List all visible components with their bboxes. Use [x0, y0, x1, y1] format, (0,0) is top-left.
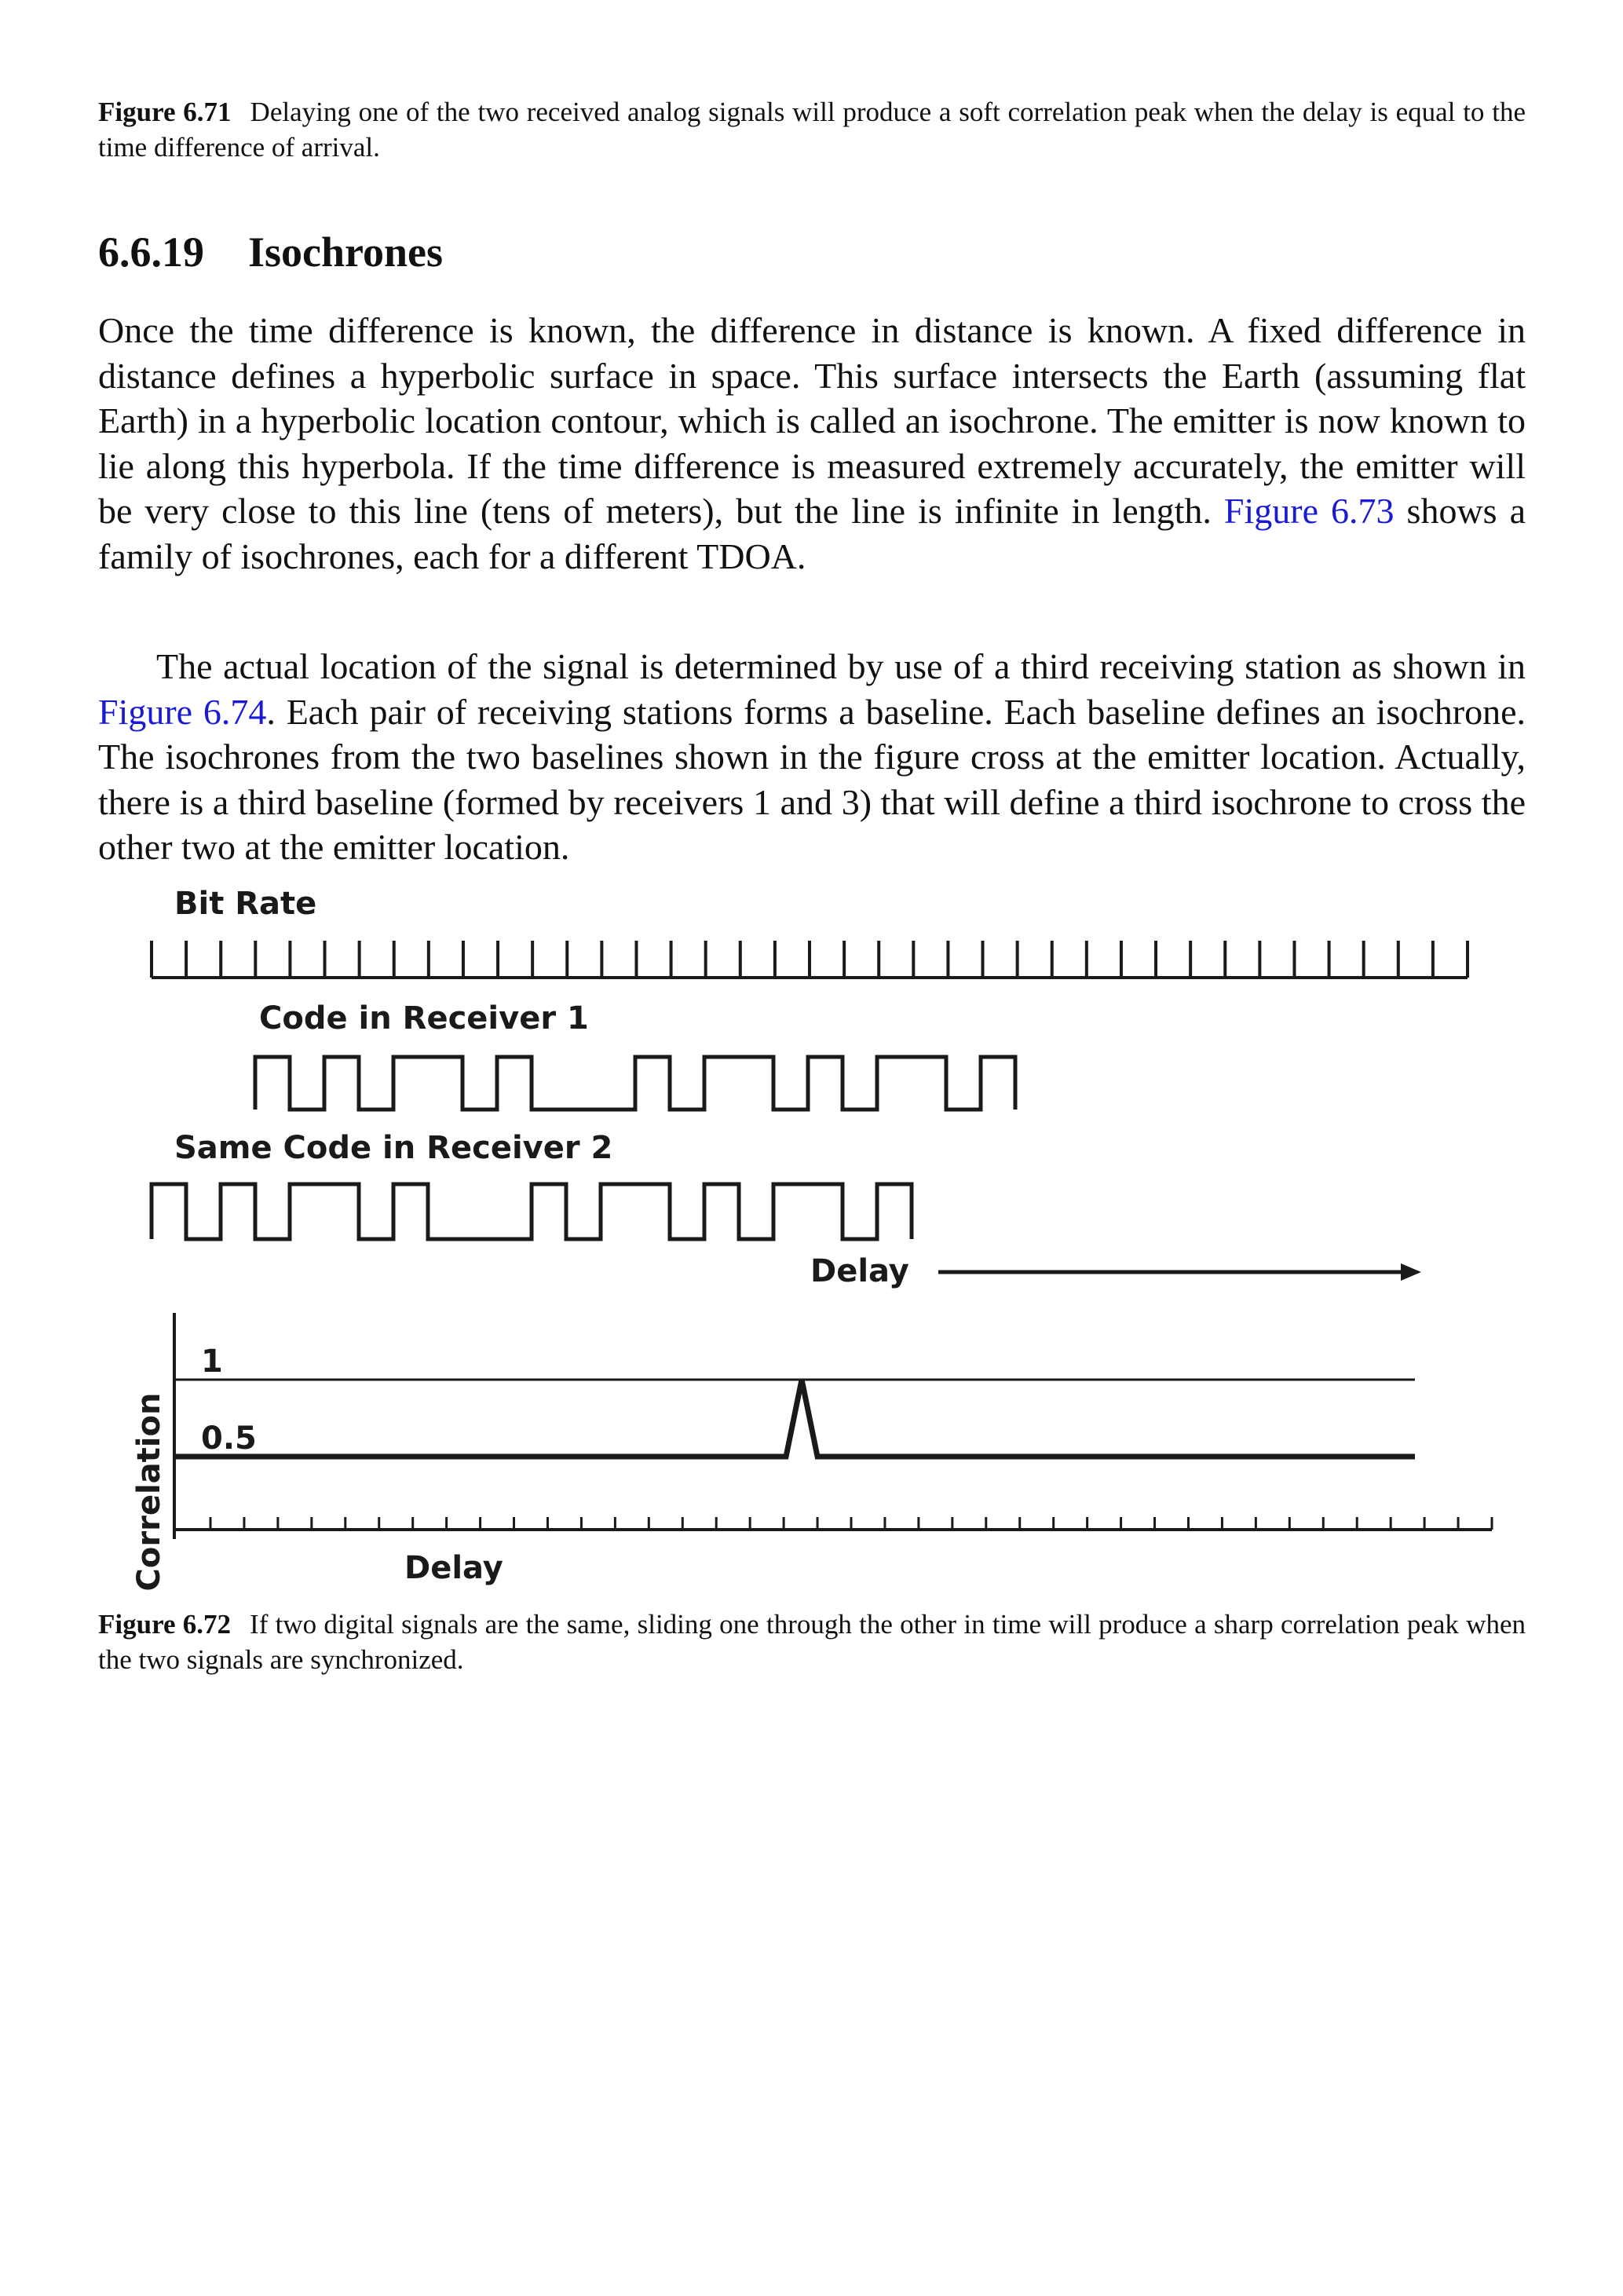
receiver-2-label: Same Code in Receiver 2	[174, 1130, 613, 1166]
figure-6-72-text: If two digital signals are the same, sliding one through the other in time will produce a sharp correlation peak when the two signals are synchronized.	[98, 1609, 1526, 1675]
receiver-2-code-waveform	[152, 1184, 912, 1239]
figure-6-74-link[interactable]: Figure 6.74	[98, 691, 267, 732]
paragraph-2-text-a: The actual location of the signal is determined by use of a third receiving station as shown in	[156, 646, 1526, 686]
section-title: Isochrones	[248, 229, 444, 276]
bit-rate-ticks	[152, 941, 1468, 978]
section-number: 6.6.19	[98, 229, 204, 276]
figure-6-71-text: Delaying one of the two received analog signals will produce a soft correlation peak when the delay is equal to the time difference of arrival.	[98, 97, 1526, 163]
delay-arrow-label: Delay	[810, 1253, 909, 1289]
paragraph-2-text-b: . Each pair of receiving stations forms a baseline. Each baseline defines an isochrone. The isochrones from the two baselines shown in the figure cross at the emitter location. Actually, there is a third baseline (formed by receivers 1 and 3) that will define a third isochrone to cross the other two at the emitter location.	[98, 691, 1526, 867]
figure-6-71-label: Figure 6.71	[98, 97, 232, 127]
receiver-1-label: Code in Receiver 1	[259, 1000, 589, 1036]
bit-rate-label: Bit Rate	[174, 886, 317, 922]
delay-arrow-head	[1401, 1263, 1421, 1281]
level-1-label: 1	[201, 1344, 223, 1380]
figure-6-73-link[interactable]: Figure 6.73	[1223, 491, 1395, 531]
paragraph-1-text-a: Once the time difference is known, the difference in distance is known. A fixed difference in distance defines a hyperbolic surface in space. This surface intersects the Earth (assuming flat Earth) in a hyperbolic location contour, which is called an isochrone. The emitter is now known to lie along this hyperbola. If the time difference is measured extremely accurately, the emitter will be very close to this line (tens of meters), but the line is infinite in length.	[98, 310, 1526, 531]
level-05-label: 0.5	[201, 1420, 257, 1457]
figure-6-72-caption	[98, 1607, 1526, 1677]
figure-6-72-label: Figure 6.72	[98, 1609, 232, 1640]
correlation-curve	[174, 1380, 1415, 1457]
receiver-1-code-waveform	[255, 1057, 1015, 1110]
delay-axis-label: Delay	[404, 1550, 503, 1586]
delay-axis-ticks	[174, 1517, 1492, 1530]
correlation-axis-label: Correlation	[131, 1392, 167, 1592]
paragraph-1-text-b: shows a family of isochrones, each for a different TDOA.	[98, 491, 1526, 576]
